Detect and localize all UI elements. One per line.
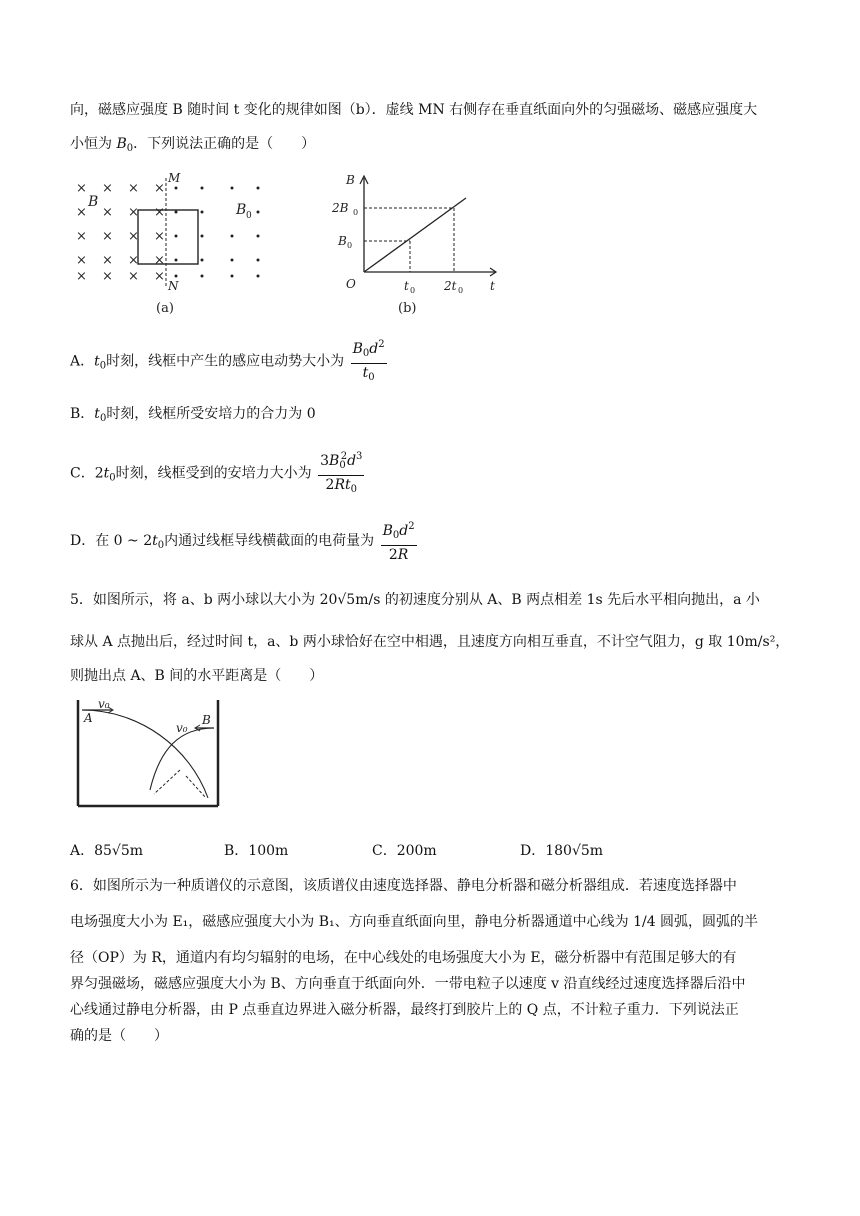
figure-a [70,170,270,320]
svg-text:×: × [76,269,87,284]
square-frame [138,210,198,264]
figure-b [330,170,510,320]
svg-text:×: × [102,205,113,220]
q6-line4: 界匀强磁场，磁感应强度大小为 B、方向垂直于纸面向外．一带电粒子以速度 v 沿直线经过速度选择器后沿中 [70,976,746,992]
q4-option-d[interactable]: D．在 0 ~ $2t_0$内通过线框导线横截面的电荷量为 $\frac{B_0d^2}{2R}$ [70,518,419,564]
svg-text:0: 0 [353,208,359,217]
label-n: N [168,279,179,293]
svg-text:×: × [76,229,87,244]
q4-option-a[interactable]: A．$t_0$时刻，线框中产生的感应电动势大小为 $\frac{B_0d^2}{t_0}$ [70,336,389,387]
svg-text:×: × [102,229,113,244]
label-b0: B [236,202,247,218]
svg-text:×: × [76,205,87,220]
q5-option-a[interactable]: A．85√5m [70,843,144,859]
svg-text:×: × [154,205,165,220]
caption-a: (a) [156,301,174,316]
q4-option-c[interactable]: C．$2t_0$时刻，线框受到的安培力大小为 $\frac{3B_0^2d^3}{2Rt_0}$ [70,448,366,499]
origin-label: O [346,277,356,291]
svg-text:×: × [128,269,139,284]
q6-line6: 确的是（ ） [70,1028,168,1044]
svg-text:×: × [128,253,139,268]
tick-t0: t [404,279,409,293]
svg-text:×: × [154,181,165,196]
svg-text:×: × [128,229,139,244]
label-a: A [84,711,93,725]
svg-text:×: × [154,229,165,244]
q5-figure [70,698,230,818]
tick-2b0: 2B [332,201,349,215]
q6-line3: 径（OP）为 R，通道内有均匀辐射的电场，在中心线处的电场强度大小为 E，磁分析器中有范围足够大的有 [70,950,737,966]
svg-text:0: 0 [347,241,353,250]
axis-b-label: B [346,173,355,187]
q5-option-b[interactable]: B．100m [224,843,289,859]
q5-line3: 则抛出点 A、B 间的水平距离是（ ） [70,668,324,684]
svg-text:0: 0 [246,211,252,221]
svg-text:×: × [128,181,139,196]
svg-text:0: 0 [458,286,464,295]
svg-text:×: × [102,253,113,268]
q4-stem-line2: 小恒为 $B_0$．下列说法正确的是（ ） [70,136,316,154]
svg-text:×: × [102,269,113,284]
q5-line1: 5．如图所示，将 a、b 两小球以大小为 20√5m/s 的初速度分别从 A、B 两点相差 1s 先后水平相向抛出，a 小 [70,592,760,608]
label-m: M [168,171,181,185]
q6-line2: 电场强度大小为 E₁，磁感应强度大小为 B₁、方向垂直纸面向里，静电分析器通道中心线为 1/4 圆弧，圆弧的半 [70,914,759,930]
svg-text:×: × [154,253,165,268]
caption-b: (b) [398,301,417,316]
q5-option-d[interactable]: D．180√5m [520,843,604,859]
svg-text:×: × [102,181,113,196]
q4-option-b[interactable]: B．$t_0$时刻，线框所受安培力的合力为 0 [70,406,316,424]
q4-stem-line1: 向，磁感应强度 B 随时间 t 变化的规律如图（b）．虚线 MN 右侧存在垂直纸面向外的匀强磁场、磁感应强度大 [70,102,758,118]
trajectory-b [150,728,214,790]
q6-line5: 心线通过静电分析器，由 P 点垂直边界进入磁分析器，最终打到胶片上的 Q 点，不计粒子重力．下列说法正 [70,1002,739,1018]
tick-b0: B [338,234,347,248]
trajectory-a [82,710,208,798]
label-b-point: B [202,713,211,727]
b-line [364,198,466,272]
label-v0-a: v₀ [98,698,110,711]
svg-text:×: × [76,181,87,196]
svg-text:×: × [128,205,139,220]
tick-2t0: 2t [444,279,457,293]
q6-line1: 6．如图所示为一种质谱仪的示意图，该质谱仪由速度选择器、静电分析器和磁分析器组成．若速度选择器中 [70,878,737,894]
q5-line2: 球从 A 点抛出后，经过时间 t，a、b 两小球恰好在空中相遇，且速度方向相互垂直，不计空气阻力，g 取 10m/s²， [70,634,790,650]
q5-option-c[interactable]: C．200m [372,843,437,859]
axis-t-label: t [490,279,495,293]
label-b: B [88,194,99,210]
svg-text:0: 0 [410,286,416,295]
svg-text:×: × [76,253,87,268]
svg-text:×: × [154,269,165,284]
label-v0-b: v₀ [176,721,188,735]
